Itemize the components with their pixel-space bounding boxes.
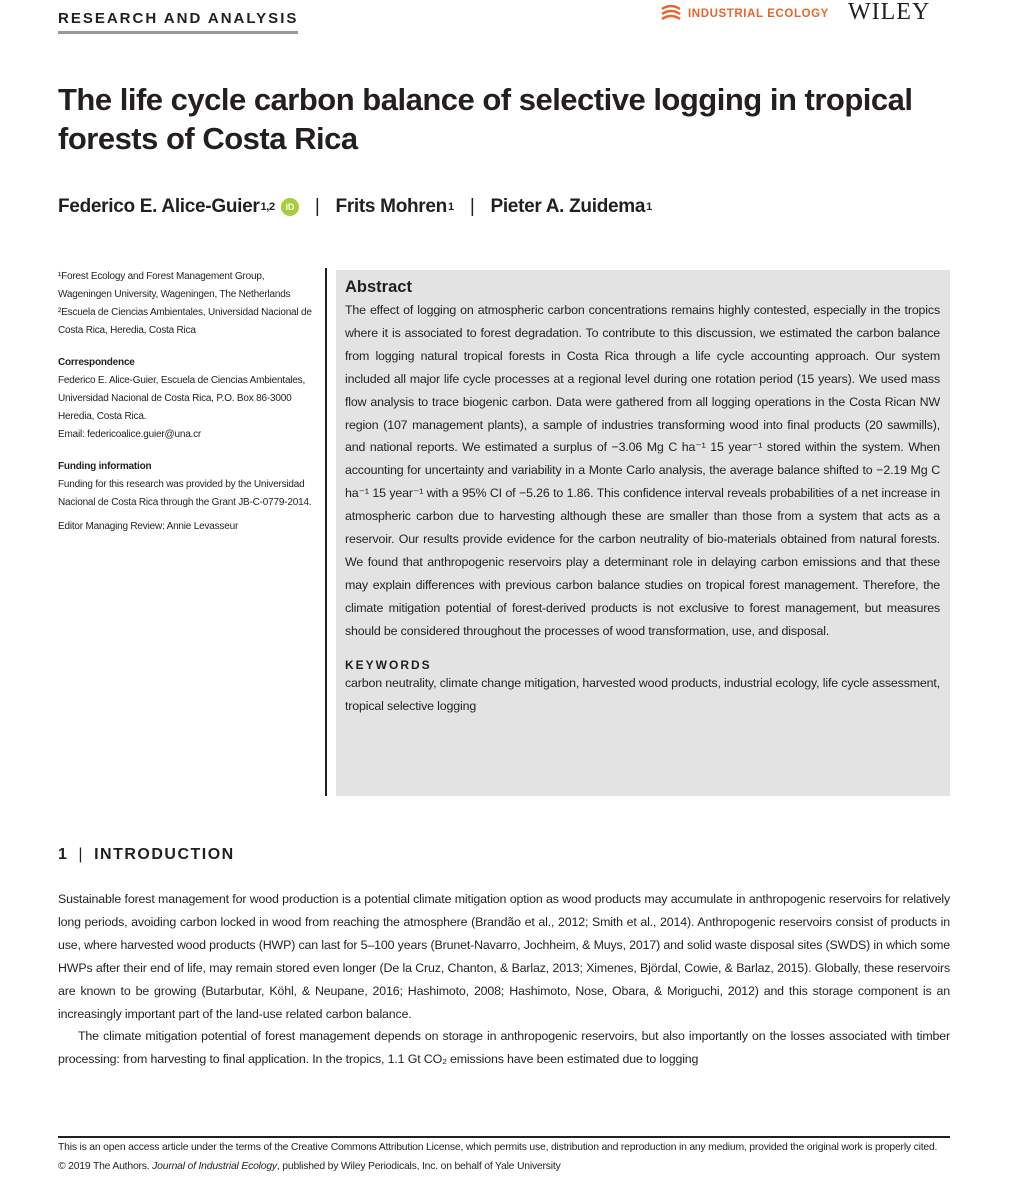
article-sidebar	[58, 268, 320, 550]
journal-logo-icon	[660, 5, 682, 21]
funding	[58, 458, 320, 536]
affiliation-item: ²Escuela de Ciencias Ambientales, Universidad Nacional de Costa Rica, Heredia, Costa Rica	[58, 307, 312, 336]
section-separator: |	[78, 846, 85, 863]
body-paragraph: Sustainable forest management for wood production is a potential climate mitigation option as wood products may accumulate in anthropogenic reservoirs for relatively long periods, avoiding carbon locked in wood from reaching the atmosphere (Brandão et al., 2012; Smith et al., 2014). Anthropogenic reservoirs consist of products in use, where harvested wood products (HWP) can last for 5–100 years (Brunet-Navarro, Jochheim, & Muys, 2017) and solid waste disposal sites (SWDS) in which some HWPs after their end of life, may remain stored even longer (De la Cruz, Chanton, & Barlaz, 2013; Ximenes, Björdal, Cowie, & Barlaz, 2015). Globally, these reservoirs are known to be growing (Butarbutar, Köhl, & Neupane, 2016; Hashimoto, 2008; Hashimoto, Nose, Obara, & Moriguchi, 2012) and this storage component is an increasingly important part of the land-use related carbon balance.	[58, 892, 950, 1021]
license-text: This is an open access article under the terms of the Creative Commons Attribution License, which permits use, distribution and reproduction in any medium, provided the original work is properly cited.	[58, 1142, 938, 1153]
author-affiliation: 1,2	[260, 201, 275, 213]
publisher-logo: WILEY	[848, 0, 931, 25]
section-number: 1	[58, 846, 69, 863]
author-affiliation: 1	[646, 201, 652, 213]
funding-text: Funding for this research was provided by the Universidad Nacional de Costa Rica through the Grant JB-C-0779-2014.	[58, 479, 312, 508]
section-heading-introduction	[58, 846, 235, 864]
author-name[interactable]: Frits Mohren	[335, 196, 447, 217]
author-affiliation: 1	[447, 201, 454, 213]
article-title: The life cycle carbon balance of selective logging in tropical forests of Costa Rica	[58, 82, 913, 156]
copyright-suffix-sep: ,	[276, 1160, 283, 1172]
section-tag: RESEARCH AND ANALYSIS	[58, 10, 298, 34]
correspondence-text: Federico E. Alice-Guier, Escuela de Ciencias Ambientales, Universidad Nacional de Costa Rica, P.O. Box 86-3000 Heredia, Costa Rica.	[58, 375, 306, 422]
keywords-heading: KEYWORDS	[345, 657, 432, 672]
abstract-heading: Abstract	[345, 278, 412, 296]
journal-title-italic: Journal of Industrial Ecology	[152, 1160, 277, 1172]
author-name[interactable]: Federico E. Alice-Guier	[58, 196, 260, 217]
affiliations	[58, 268, 320, 340]
editor-note: Editor Managing Review: Annie Levasseur	[58, 521, 239, 532]
orcid-icon[interactable]: iD	[281, 198, 299, 216]
author-separator: |	[469, 196, 475, 217]
affiliation-item: ¹Forest Ecology and Forest Management Group, Wageningen University, Wageningen, The Netherlands	[58, 271, 291, 300]
copyright-prefix: © 2019 The Authors.	[58, 1160, 150, 1172]
author-name[interactable]: Pieter A. Zuidema	[490, 196, 646, 217]
abstract-text: The effect of logging on atmospheric carbon concentrations remains highly contested, especially in the tropics where it is associated to forest degradation. To contribute to this discussion, we estimated the carbon balance from logging natural tropical forests in Costa Rica through a life cycle accounting approach. Our system included all major life cycle processes at a regional level during one rotation period (15 years). We used mass flow analysis to trace biogenic carbon. Data were gathered from all logging operations in the Costa Rican NW region (107 management plants), a sample of industries transforming wood into final products (20 sawmills), and national reports. We estimated a surplus of −3.06 Mg C ha⁻¹ 15 year⁻¹ stored within the system. When accounting for uncertainty and variability in a Monte Carlo analysis, the average balance shifted to −2.19 Mg C ha⁻¹ 15 year⁻¹ with a 95% CI of −5.26 to 1.86. This confidence interval reveals probabilities of a net increase in atmospheric carbon due to harvesting although these are smaller than those from a system that acts as a reservoir. Our results provide evidence for the carbon neutrality of bio-materials obtained from natural forests. We found that anthropogenic reservoirs play a determinant role in delaying carbon emissions and that these may explain differences with previous carbon balance studies on tropical forest management. Therefore, the climate mitigation potential of forest-derived products is not exclusive to forest management, but measures should be considered throughout the processes of wood transformation, use, and disposal.	[345, 303, 940, 638]
author-list	[58, 196, 652, 218]
abstract-box	[336, 270, 950, 796]
journal-logo	[660, 0, 829, 24]
license-footer	[58, 1139, 950, 1176]
keywords-text: carbon neutrality, climate change mitigation, harvested wood products, industrial ecology, life cycle assessment, tropical selective logging	[345, 675, 940, 713]
column-divider	[325, 268, 327, 796]
footer-divider	[58, 1136, 950, 1138]
correspondence-email[interactable]: Email: federicoalice.guier@una.cr	[58, 429, 202, 440]
introduction-body	[58, 888, 950, 1071]
funding-heading: Funding information	[58, 461, 152, 472]
copyright-text	[58, 1158, 950, 1177]
journal-name: INDUSTRIAL ECOLOGY	[688, 8, 829, 20]
author-separator: |	[314, 196, 320, 217]
copyright-suffix: published by Wiley Periodicals, Inc. on behalf of Yale University	[282, 1160, 561, 1172]
correspondence	[58, 354, 320, 444]
body-paragraph: The climate mitigation potential of forest management depends on storage in anthropogenic reservoirs, but also importantly on the losses associated with timber processing: from harvesting to final application. In the tropics, 1.1 Gt CO₂ emissions have been estimated due to logging	[58, 1029, 950, 1067]
correspondence-heading: Correspondence	[58, 357, 135, 368]
section-title: INTRODUCTION	[94, 846, 235, 863]
